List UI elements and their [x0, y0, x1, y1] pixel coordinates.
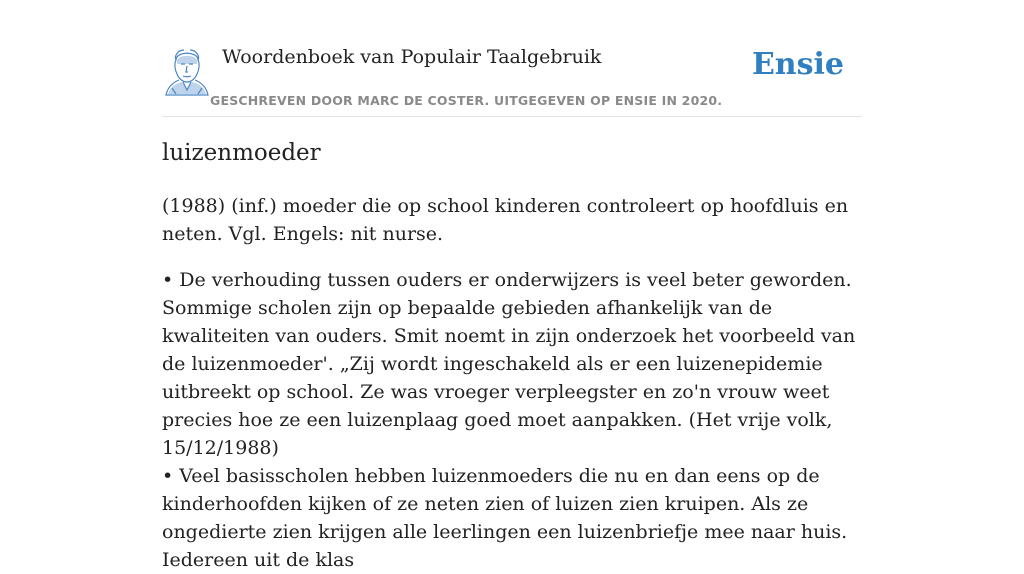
author-portrait-icon — [164, 46, 210, 96]
headword: luizenmoeder — [162, 140, 321, 166]
dictionary-title[interactable]: Woordenboek van Populair Taalgebruik — [222, 46, 602, 68]
quote-item: • Veel basisscholen hebben luizenmoeders die nu en dan eens op de kinderhoofden kijken of ze neten zien of luizen zien kruipen. Als ze ongedierte zien krijgen alle leerlingen een luizenbriefje mee naar huis. Iedereen uit de klas — [162, 465, 848, 571]
page — [162, 0, 862, 571]
quotes-block — [162, 266, 862, 574]
dictionary-subtitle: GESCHREVEN DOOR MARC DE COSTER. UITGEGEVEN OP ENSIE IN 2020. — [210, 93, 723, 108]
ensie-logo-link[interactable]: Ensie — [751, 47, 844, 82]
quote-item: • De verhouding tussen ouders er onderwijzers is veel beter geworden. Sommige scholen zijn op bepaalde gebieden afhankelijk van de kwaliteiten van ouders. Smit noemt in zijn onderzoek het voorbeeld van de luizenmoeder'. „Zij wordt ingeschakeld als er een luizenepidemie uitbreekt op school. Ze was vroeger verpleegster en zo'n vrouw weet precies hoe ze een luizenplaag goed moet aanpakken. (Het vrije volk, 15/12/1988) — [162, 269, 856, 459]
dictionary-header — [162, 0, 862, 117]
definition-text: (1988) (inf.) moeder die op school kinderen controleert op hoofdluis en neten. Vgl. Engels: nit nurse. — [162, 195, 849, 245]
